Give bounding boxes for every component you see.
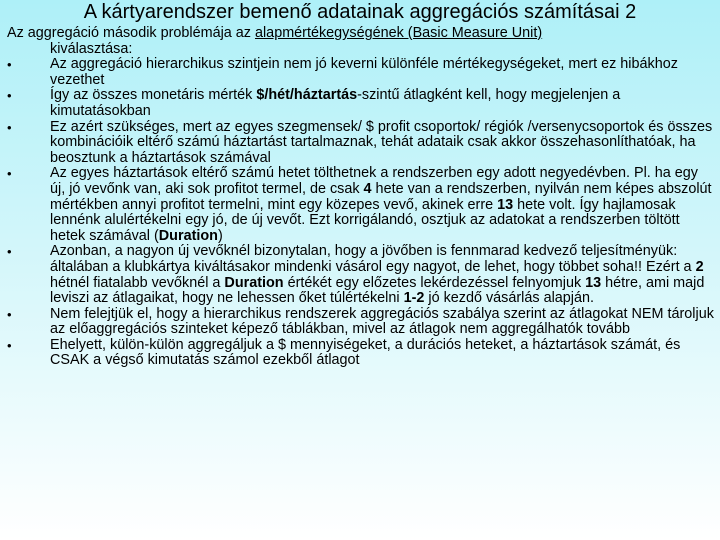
bullet-item — [7, 120, 715, 167]
bullet-text: hete van a rendszerben, nyilván nem képes abszolút mértékben annyi profitot termelni, mint egy közepes vevő, akinek erre — [50, 180, 712, 213]
bullet-text: hete volt. Így hajlamosak lennénk alulértékelni egy jó, de új vevőt. Ezt korrigálandó, osztjuk az adatokat a rendszerben töltött hetek számával ( — [50, 196, 680, 244]
bullet-bold-text: 1-2 — [403, 290, 425, 307]
bullet-bold-text: Duration — [224, 274, 284, 291]
bullet-text: ) — [217, 227, 223, 244]
bullet-item — [7, 166, 715, 244]
bullet-text: Azonban, a nagyon új vevőknél bizonytalan, hogy a jövőben is fennmarad kedvező teljesítményük: általában a klubkártya kiváltásakor mindenki vásárol egy nagyot, de lehet, hogy többet soha!! Ezért a — [50, 243, 696, 275]
bullet-list — [7, 57, 715, 369]
slide-body — [7, 26, 715, 369]
bullet-text: -szintű átlagként kell, hogy megjelenjen a kimutatásokban — [50, 87, 621, 119]
intro-text-before: Az aggregáció második problémája az — [7, 25, 255, 41]
bullet-icon: • — [7, 306, 12, 322]
bullet-icon: • — [7, 166, 12, 182]
bullet-text: értékét egy előzetes lekérdezéssel felnyomjuk — [283, 274, 586, 291]
bullet-text: Nem felejtjük el, hogy a hierarchikus rendszerek aggregációs szabálya szerint az átlagokat NEM tároljuk az előaggregációs szinteket képező táblákban, mivel az átlagok nem aggregálhatók tovább — [50, 305, 714, 338]
bullet-text: hétnél fiatalabb vevőknél a — [50, 274, 225, 291]
bullet-text: Ez azért szükséges, mert az egyes szegmensek/ $ profit csoportok/ régiók /versenycsoportok és összes kombinációik eltérő számú háztartást tartalmaznak, tehát adataik csak akkor összehasonlíthatóak, ha beosztunk a háztartások számával — [50, 118, 713, 166]
bullet-item — [7, 88, 715, 119]
bullet-text: jó kezdő vásárlás alapján. — [424, 290, 594, 307]
bullet-icon: • — [7, 88, 12, 104]
bullet-text: Így az összes monetáris mérték — [50, 87, 257, 104]
bullet-bold-text: 13 — [585, 274, 602, 291]
bullet-bold-text: 13 — [497, 196, 514, 213]
bullet-item — [7, 338, 715, 369]
bullet-icon: • — [7, 57, 12, 73]
intro-paragraph — [7, 26, 715, 57]
bullet-icon: • — [7, 244, 12, 260]
bullet-bold-text: Duration — [158, 227, 218, 244]
bullet-bold-text: 4 — [363, 180, 372, 197]
bullet-item — [7, 57, 715, 88]
intro-underlined-term: alapmértékegységének (Basic Measure Unit) — [254, 25, 543, 41]
bullet-item — [7, 307, 715, 338]
slide-title: A kártyarendszer bemenő adatainak aggregációs számításai 2 — [83, 1, 637, 23]
bullet-text: Ehelyett, külön-külön aggregáljuk a $ mennyiségeket, a durációs heteket, a háztartások számát, és CSAK a végső kimutatás számol ezekből átlagot — [50, 336, 681, 369]
bullet-bold-text: $/hét/háztartás — [256, 87, 358, 104]
bullet-text: hétre, ami majd leviszi az átlagaikat, hogy ne lehessen őket túlértékelni — [50, 274, 705, 307]
intro-text-after: kiválasztása: — [50, 40, 133, 57]
bullet-bold-text: 2 — [695, 258, 704, 275]
bullet-icon: • — [7, 119, 12, 135]
bullet-text: Az egyes háztartások eltérő számú hetet tölthetnek a rendszerben egy adott negyedévben. Pl. ha egy új, jó vevőnk van, aki sok profitot termel, de csak — [50, 165, 698, 197]
bullet-item — [7, 244, 715, 306]
bullet-icon: • — [7, 337, 12, 353]
bullet-text: Az aggregáció hierarchikus szintjein nem jó keverni különféle mértékegységeket, mert ez hibákhoz vezethet — [50, 56, 678, 88]
